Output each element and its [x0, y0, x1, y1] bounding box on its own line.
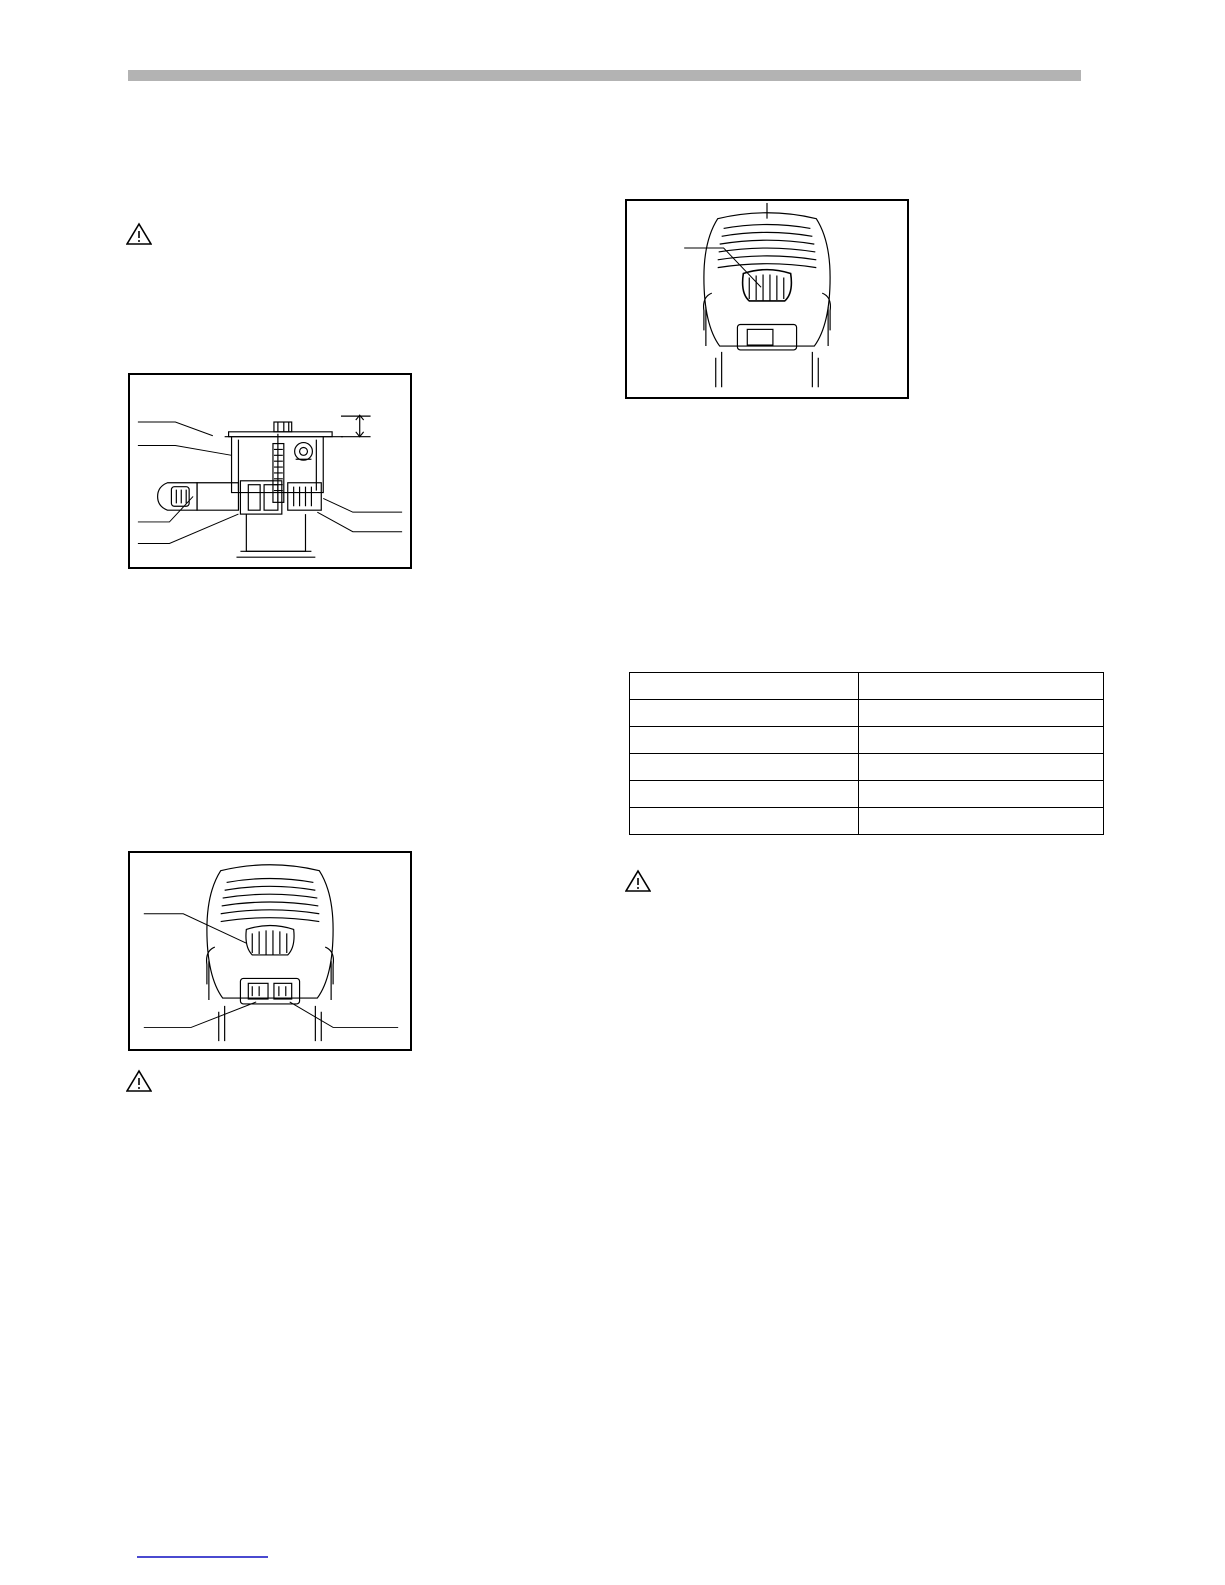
table-cell [630, 673, 859, 700]
speed-number-table [629, 672, 1104, 835]
speed-dial-figure [625, 199, 909, 399]
table-cell [859, 781, 1104, 808]
warning-triangle-icon [126, 1069, 152, 1093]
header-rule [128, 70, 1081, 81]
table-cell [859, 754, 1104, 781]
warning-triangle-icon [126, 222, 152, 246]
table-row [630, 673, 1104, 700]
warning-triangle-icon [625, 869, 651, 893]
footer-link[interactable] [137, 1556, 268, 1558]
table-row [630, 727, 1104, 754]
table-cell [630, 727, 859, 754]
table-cell [630, 754, 859, 781]
table-cell [859, 673, 1104, 700]
table-row [630, 700, 1104, 727]
table-cell [859, 727, 1104, 754]
table-cell [859, 700, 1104, 727]
table-cell [859, 808, 1104, 835]
table-cell [630, 781, 859, 808]
table-cell [630, 808, 859, 835]
depth-adjustment-figure [128, 373, 412, 569]
table-row [630, 808, 1104, 835]
table-cell [630, 700, 859, 727]
table-row [630, 781, 1104, 808]
switch-top-view-figure [128, 851, 412, 1051]
table-row [630, 754, 1104, 781]
